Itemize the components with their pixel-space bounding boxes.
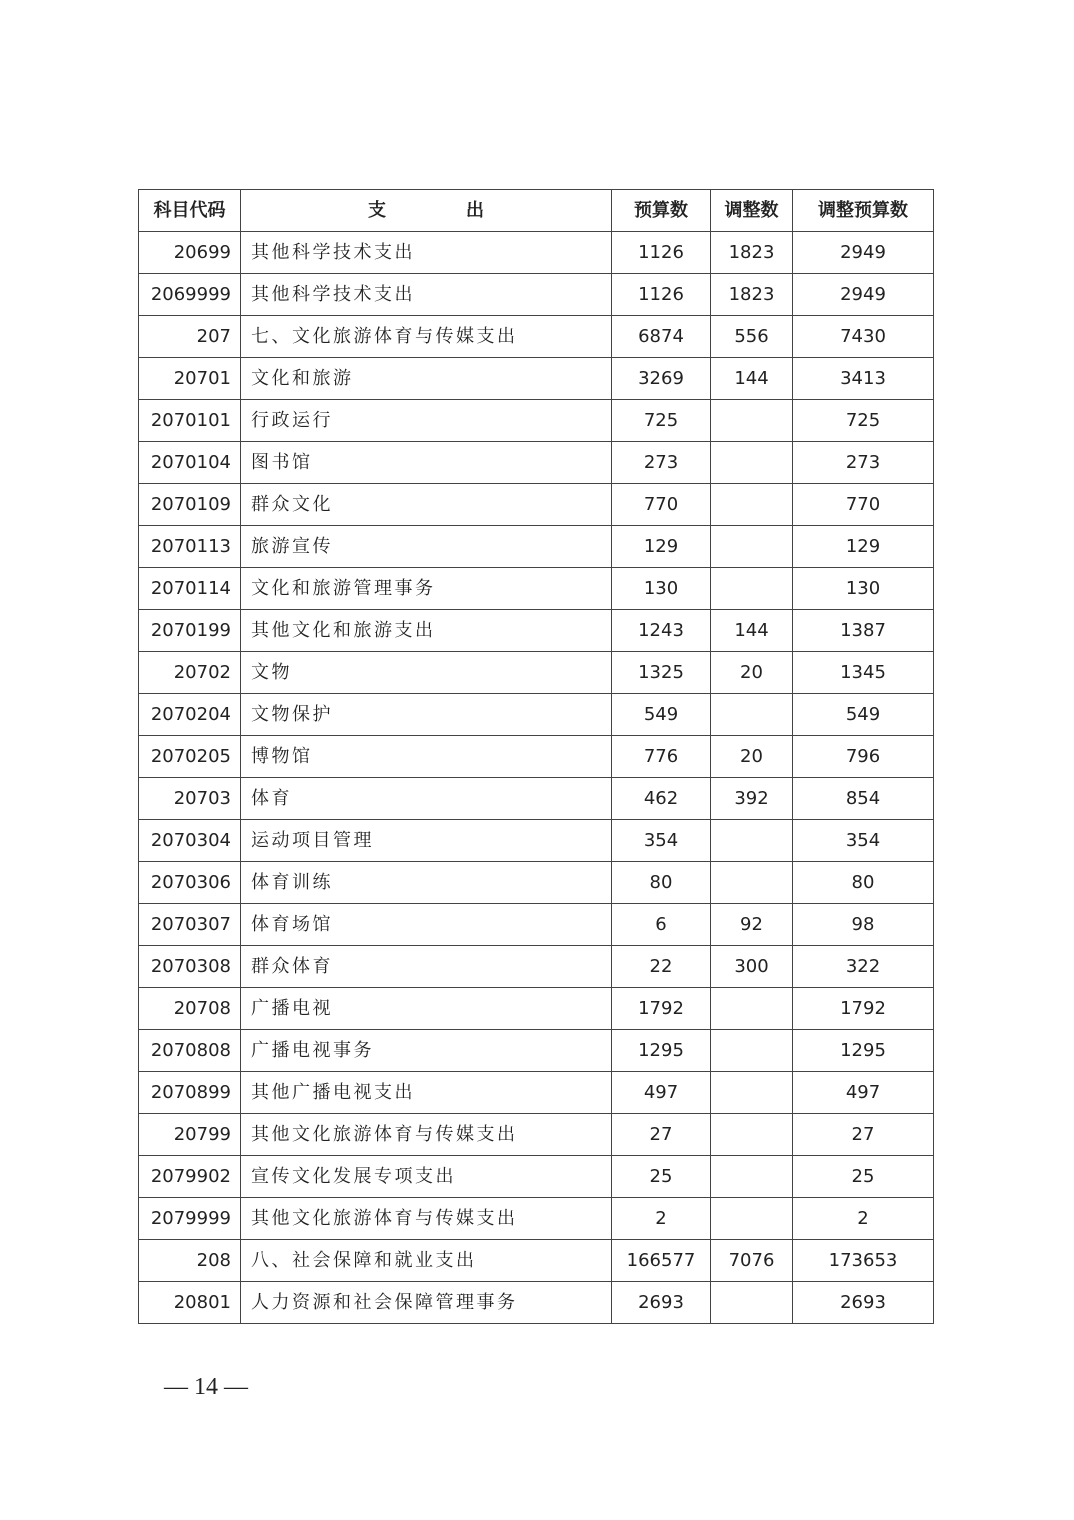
cell-budget: 1295 [612,1030,711,1072]
cell-final: 1387 [793,610,934,652]
cell-budget: 497 [612,1072,711,1114]
cell-code: 2070306 [139,862,241,904]
cell-name: 广播电视事务 [241,1030,612,1072]
cell-budget: 1243 [612,610,711,652]
table-row [139,988,934,1030]
table-row [139,316,934,358]
cell-budget: 166577 [612,1240,711,1282]
table-row [139,442,934,484]
cell-name: 其他科学技术支出 [241,232,612,274]
cell-adjust: 1823 [711,274,793,316]
cell-adjust [711,1282,793,1324]
cell-final: 7430 [793,316,934,358]
cell-budget: 25 [612,1156,711,1198]
cell-budget: 27 [612,1114,711,1156]
cell-final: 1345 [793,652,934,694]
table-row [139,1156,934,1198]
cell-code: 20801 [139,1282,241,1324]
cell-name: 图书馆 [241,442,612,484]
cell-adjust [711,1030,793,1072]
cell-code: 2070101 [139,400,241,442]
cell-code: 2070808 [139,1030,241,1072]
header-budget: 预算数 [612,190,711,232]
cell-adjust: 392 [711,778,793,820]
cell-budget: 462 [612,778,711,820]
cell-final: 854 [793,778,934,820]
cell-final: 25 [793,1156,934,1198]
table-row [139,862,934,904]
cell-name: 其他广播电视支出 [241,1072,612,1114]
cell-budget: 1325 [612,652,711,694]
cell-code: 2070304 [139,820,241,862]
cell-final: 549 [793,694,934,736]
cell-final: 796 [793,736,934,778]
cell-name: 体育训练 [241,862,612,904]
cell-code: 207 [139,316,241,358]
cell-adjust [711,484,793,526]
cell-code: 20708 [139,988,241,1030]
table-body [139,232,934,1324]
cell-final: 322 [793,946,934,988]
cell-adjust [711,988,793,1030]
table-row [139,1282,934,1324]
cell-budget: 1126 [612,232,711,274]
cell-final: 2 [793,1198,934,1240]
cell-code: 2079999 [139,1198,241,1240]
cell-budget: 770 [612,484,711,526]
table-row [139,526,934,568]
cell-adjust [711,400,793,442]
table-row [139,1114,934,1156]
table-row [139,946,934,988]
cell-code: 2070308 [139,946,241,988]
cell-code: 2069999 [139,274,241,316]
cell-budget: 6 [612,904,711,946]
cell-budget: 776 [612,736,711,778]
cell-name: 旅游宣传 [241,526,612,568]
table-row [139,610,934,652]
table-row [139,736,934,778]
cell-adjust [711,820,793,862]
cell-name: 人力资源和社会保障管理事务 [241,1282,612,1324]
cell-adjust [711,442,793,484]
table-row [139,778,934,820]
table-row [139,232,934,274]
cell-adjust: 300 [711,946,793,988]
cell-budget: 354 [612,820,711,862]
cell-budget: 130 [612,568,711,610]
cell-adjust: 556 [711,316,793,358]
cell-budget: 80 [612,862,711,904]
cell-final: 2949 [793,274,934,316]
cell-final: 770 [793,484,934,526]
cell-code: 2070204 [139,694,241,736]
cell-final: 3413 [793,358,934,400]
table-row [139,652,934,694]
cell-name: 文化和旅游管理事务 [241,568,612,610]
cell-adjust: 7076 [711,1240,793,1282]
budget-table [138,189,934,1324]
cell-final: 98 [793,904,934,946]
cell-adjust [711,1114,793,1156]
header-code: 科目代码 [139,190,241,232]
cell-name: 文物 [241,652,612,694]
page-number: — 14 — [164,1374,248,1400]
cell-adjust [711,568,793,610]
table-row [139,904,934,946]
table-row [139,694,934,736]
cell-final: 497 [793,1072,934,1114]
table-row [139,820,934,862]
cell-code: 20703 [139,778,241,820]
cell-name: 体育场馆 [241,904,612,946]
table-row [139,1198,934,1240]
cell-budget: 725 [612,400,711,442]
cell-adjust [711,1198,793,1240]
table-row [139,1072,934,1114]
cell-name: 文化和旅游 [241,358,612,400]
cell-budget: 273 [612,442,711,484]
cell-final: 130 [793,568,934,610]
cell-final: 27 [793,1114,934,1156]
cell-budget: 3269 [612,358,711,400]
cell-name: 其他科学技术支出 [241,274,612,316]
cell-name: 七、文化旅游体育与传媒支出 [241,316,612,358]
cell-adjust [711,694,793,736]
table-row [139,568,934,610]
table-row [139,1030,934,1072]
cell-final: 2693 [793,1282,934,1324]
cell-budget: 1126 [612,274,711,316]
cell-final: 2949 [793,232,934,274]
table-row [139,274,934,316]
cell-name: 其他文化和旅游支出 [241,610,612,652]
cell-name: 其他文化旅游体育与传媒支出 [241,1198,612,1240]
cell-budget: 6874 [612,316,711,358]
cell-final: 129 [793,526,934,568]
cell-name: 其他文化旅游体育与传媒支出 [241,1114,612,1156]
cell-code: 20701 [139,358,241,400]
cell-name: 行政运行 [241,400,612,442]
cell-code: 2070899 [139,1072,241,1114]
cell-code: 2070205 [139,736,241,778]
cell-budget: 129 [612,526,711,568]
header-name: 支出 [241,190,612,232]
table-header-row [139,190,934,232]
table-row [139,358,934,400]
cell-budget: 2 [612,1198,711,1240]
table-row [139,400,934,442]
cell-final: 1792 [793,988,934,1030]
cell-name: 运动项目管理 [241,820,612,862]
table-row [139,484,934,526]
cell-adjust: 92 [711,904,793,946]
cell-name: 群众文化 [241,484,612,526]
cell-adjust [711,526,793,568]
cell-code: 2070307 [139,904,241,946]
cell-budget: 549 [612,694,711,736]
cell-code: 2070199 [139,610,241,652]
cell-code: 2079902 [139,1156,241,1198]
cell-name: 群众体育 [241,946,612,988]
cell-code: 208 [139,1240,241,1282]
table-row [139,1240,934,1282]
cell-budget: 22 [612,946,711,988]
cell-code: 2070113 [139,526,241,568]
cell-name: 文物保护 [241,694,612,736]
cell-final: 1295 [793,1030,934,1072]
cell-final: 173653 [793,1240,934,1282]
cell-final: 354 [793,820,934,862]
cell-adjust: 20 [711,736,793,778]
header-adjust: 调整数 [711,190,793,232]
cell-code: 2070114 [139,568,241,610]
cell-name: 宣传文化发展专项支出 [241,1156,612,1198]
cell-budget: 1792 [612,988,711,1030]
cell-code: 20799 [139,1114,241,1156]
cell-name: 博物馆 [241,736,612,778]
cell-adjust [711,1156,793,1198]
cell-adjust: 20 [711,652,793,694]
cell-adjust: 1823 [711,232,793,274]
cell-name: 体育 [241,778,612,820]
cell-name: 广播电视 [241,988,612,1030]
cell-adjust: 144 [711,358,793,400]
cell-code: 20699 [139,232,241,274]
cell-adjust [711,1072,793,1114]
cell-code: 2070104 [139,442,241,484]
cell-budget: 2693 [612,1282,711,1324]
cell-final: 80 [793,862,934,904]
cell-adjust: 144 [711,610,793,652]
header-final: 调整预算数 [793,190,934,232]
cell-final: 725 [793,400,934,442]
cell-name: 八、社会保障和就业支出 [241,1240,612,1282]
cell-final: 273 [793,442,934,484]
cell-code: 2070109 [139,484,241,526]
cell-adjust [711,862,793,904]
cell-code: 20702 [139,652,241,694]
